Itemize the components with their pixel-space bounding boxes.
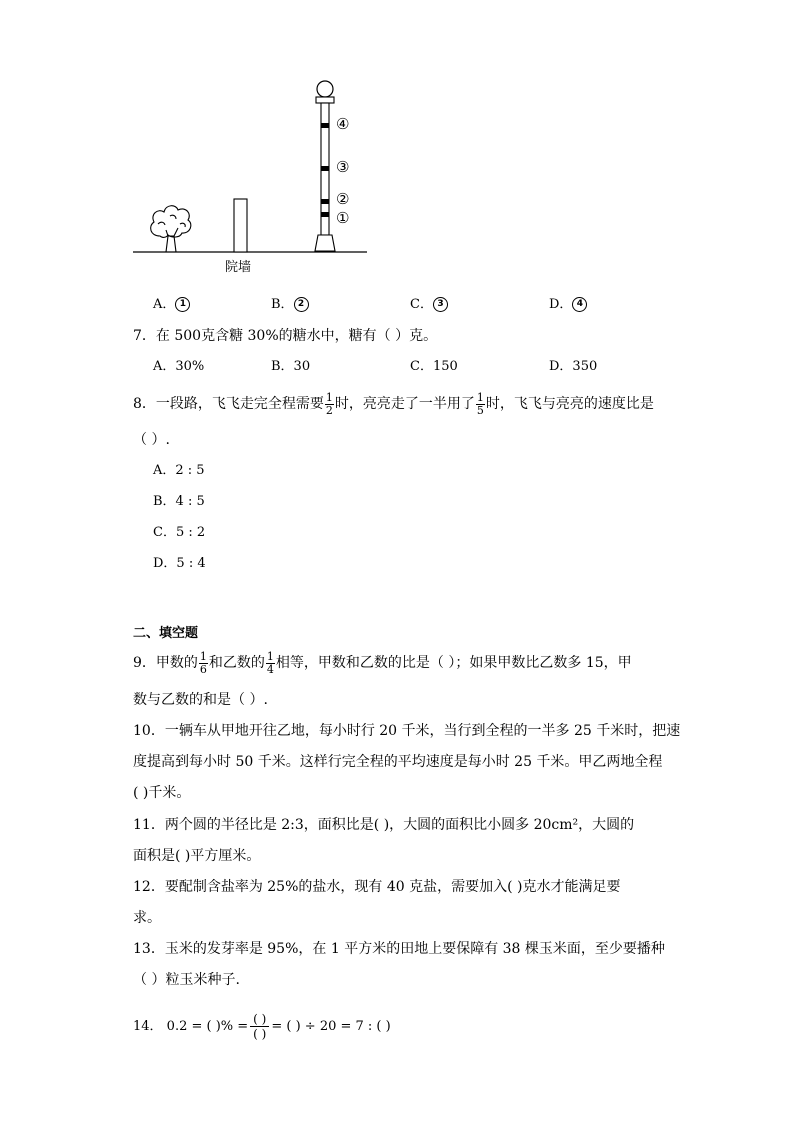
q6-option-b-mark: 2 xyxy=(294,297,309,312)
q8-option-d[interactable]: D．5 : 4 xyxy=(153,556,206,571)
q13-line1: 13．玉米的发芽率是 95%，在 1 平方米的田地上要保障有 38 棵玉米面，至少要播种 xyxy=(133,941,665,957)
q6-option-c-mark: 3 xyxy=(433,297,448,312)
q7-option-c[interactable]: C．150 xyxy=(410,359,458,374)
q9-fraction-1-num: 1 xyxy=(199,649,207,663)
pole-marker-2: ② xyxy=(336,190,350,208)
q8-option-b[interactable]: B．4 : 5 xyxy=(153,494,205,509)
q8-option-c[interactable]: C．5 : 2 xyxy=(153,525,206,540)
q6-option-c[interactable] xyxy=(410,295,448,315)
q6-option-a-letter: A． xyxy=(153,297,176,312)
q8-option-a[interactable]: A．2 : 5 xyxy=(153,463,205,478)
q8-fraction-1 xyxy=(325,392,334,417)
q8-stem xyxy=(133,388,654,420)
q8-fraction-2 xyxy=(476,392,485,417)
q14-text-1: 14． 0.2 = ( )% = xyxy=(133,1019,249,1034)
q6-option-d-mark: 4 xyxy=(572,297,587,312)
q9-text-2: 和乙数的 xyxy=(208,655,265,671)
q8-text-3: 时，飞飞与亮亮的速度比是 xyxy=(485,396,654,412)
q14-fraction-den: ( ) xyxy=(253,1027,267,1041)
q8-stem-line2: （ ）. xyxy=(133,432,170,448)
q8-text-2: 时，亮亮走了一半用了 xyxy=(334,396,475,412)
q9-fraction-1-den: 6 xyxy=(199,662,207,676)
q6-option-a-mark: 1 xyxy=(175,297,190,312)
q7-stem: 7．在 500克含糖 30%的糖水中，糖有（ ）克。 xyxy=(133,328,438,344)
q10-line2: 度提高到每小时 50 千米。这样行完全程的平均速度是每小时 25 千米。甲乙两地全程 xyxy=(133,754,663,770)
pole-base xyxy=(315,235,335,251)
wall-rect xyxy=(234,199,247,252)
q6-option-c-letter: C． xyxy=(410,297,433,312)
q14-fraction-num: ( ) xyxy=(250,1012,269,1027)
wall-label: 院墙 xyxy=(225,260,252,275)
pole-marker-4: ④ xyxy=(336,115,350,133)
q11-line1: 11．两个圆的半径比是 2:3，面积比是( )，大圆的面积比小圆多 20cm²，大圆的 xyxy=(133,817,635,833)
q7-option-d[interactable]: D．350 xyxy=(549,359,598,374)
q7-option-b[interactable]: B．30 xyxy=(271,359,311,374)
q7-option-a[interactable]: A．30% xyxy=(153,359,205,374)
q8-fraction-1-den: 2 xyxy=(325,403,333,417)
q11-line2: 面积是( )平方厘米。 xyxy=(133,848,261,864)
pole-marker-1: ① xyxy=(336,209,350,227)
q6-option-d[interactable] xyxy=(549,295,587,315)
q8-text-1: 8．一段路，飞飞走完全程需要 xyxy=(133,396,324,412)
q9-fraction-2 xyxy=(266,651,275,676)
q6-option-d-letter: D． xyxy=(549,297,573,312)
q14-text-2: = ( ) ÷ 20 = 7 : ( ) xyxy=(271,1019,391,1034)
pole xyxy=(315,81,335,251)
q8-fraction-2-den: 5 xyxy=(476,403,484,417)
section-heading-fill-in: 二、填空题 xyxy=(133,626,199,641)
q9-stem-line2: 数与乙数的和是（ ）. xyxy=(133,692,268,708)
q10-line1: 10．一辆车从甲地开往乙地，每小时行 20 千米，当行到全程的一半多 25 千米时，把速 xyxy=(133,723,681,739)
q9-fraction-2-den: 4 xyxy=(266,662,274,676)
tree-icon xyxy=(151,206,191,252)
q9-text-1: 9．甲数的 xyxy=(133,655,198,671)
pole-lamp xyxy=(317,81,333,97)
q9-fraction-1 xyxy=(199,651,208,676)
q12-line2: 求。 xyxy=(133,910,161,926)
q14-fraction xyxy=(250,1012,269,1041)
q12-line1: 12．要配制含盐率为 25%的盐水，现有 40 克盐，需要加入( )克水才能满足要 xyxy=(133,879,621,895)
q9-fraction-2-num: 1 xyxy=(266,649,274,663)
q6-option-a[interactable] xyxy=(153,295,190,315)
q10-line3: ( )千米。 xyxy=(133,785,191,801)
q8-fraction-2-num: 1 xyxy=(476,390,484,404)
q14-stem xyxy=(133,1007,391,1047)
q6-option-b[interactable] xyxy=(271,295,309,315)
q8-fraction-1-num: 1 xyxy=(325,390,333,404)
figure-diagram xyxy=(0,0,794,280)
q9-stem xyxy=(133,647,632,679)
q9-text-3: 相等，甲数和乙数的比是（ ）；如果甲数比乙数多 15，甲 xyxy=(275,655,632,671)
pole-marker-3: ③ xyxy=(336,158,350,176)
q6-option-b-letter: B． xyxy=(271,297,294,312)
q13-line2: （ ）粒玉米种子. xyxy=(133,972,240,988)
